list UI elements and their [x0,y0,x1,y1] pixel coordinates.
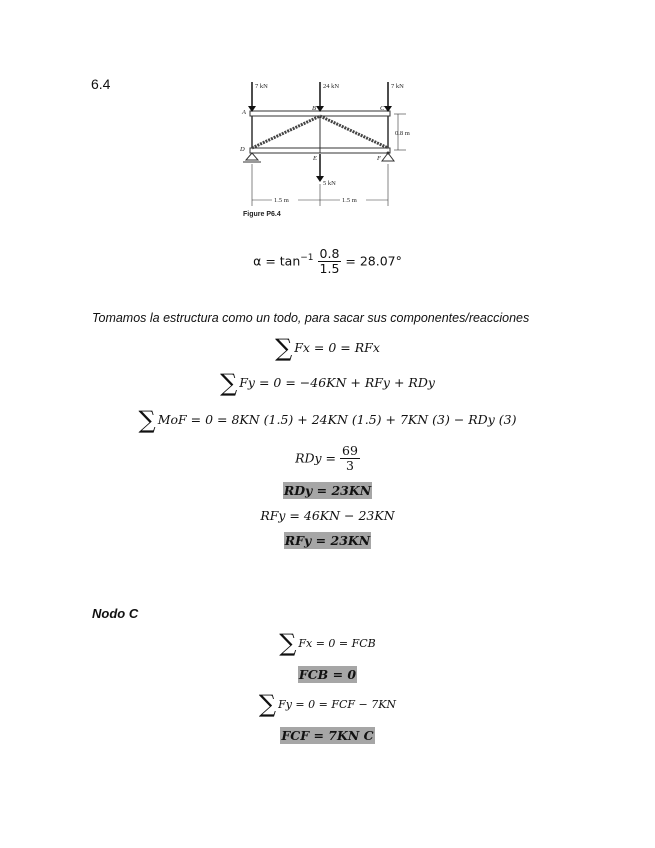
load-label-e: 5 kN [323,180,336,187]
node-c-sum-fy: ∑ Fy = 0 = FCF − 7KN [258,690,397,718]
sum-fy-equation: ∑ Fy = 0 = −46KN + RFy + RDy [220,369,435,397]
fcb-result: FCB = 0 [298,667,357,682]
node-label-a: A [242,109,246,116]
problem-number: 6.4 [91,76,111,92]
intro-text: Tomamos la estructura como un todo, para sacar sus componentes/reacciones [92,311,530,325]
truss-figure [238,78,418,223]
node-c-heading: Nodo C [92,606,139,621]
node-label-d: D [240,146,245,153]
load-label-c: 7 kN [391,83,404,90]
node-label-f: F [377,155,381,162]
member-db [252,116,320,148]
alpha-equation: $\alpha = \tan^{-1}$ $\frac{0.8}{1.5}$ = 28.07° [253,246,402,277]
span-left-label: 1.5 m [274,197,289,204]
member-bf [320,116,388,148]
node-c-sum-fx: ∑ Fx = 0 = FCB [279,629,376,657]
sum-fx-equation: ∑ Fx = 0 = RFx [275,334,380,362]
load-label-a: 7 kN [255,83,268,90]
rdy-fraction-equation: RDy = $\frac{69}{3}$ [295,443,358,474]
node-label-e: E [313,155,317,162]
rdy-result: RDy = 23KN [283,483,372,498]
node-label-c: C [380,105,385,112]
figure-caption: Figure P6.4 [243,211,281,218]
roller-support-d [246,153,258,160]
node-label-b: B [312,105,316,112]
height-dimension-label: 0.8 m [395,130,410,137]
span-right-label: 1.5 m [342,197,357,204]
rfy-result: RFy = 23KN [284,533,371,548]
sum-mof-equation: ∑ MoF = 0 = 8KN (1.5) + 24KN (1.5) + 7KN (3) − RDy (3) [138,406,517,434]
load-label-b: 24 kN [323,83,340,90]
rfy-equation: RFy = 46KN − 23KN [260,508,395,523]
fcf-result: FCF = 7KN C [281,728,374,743]
